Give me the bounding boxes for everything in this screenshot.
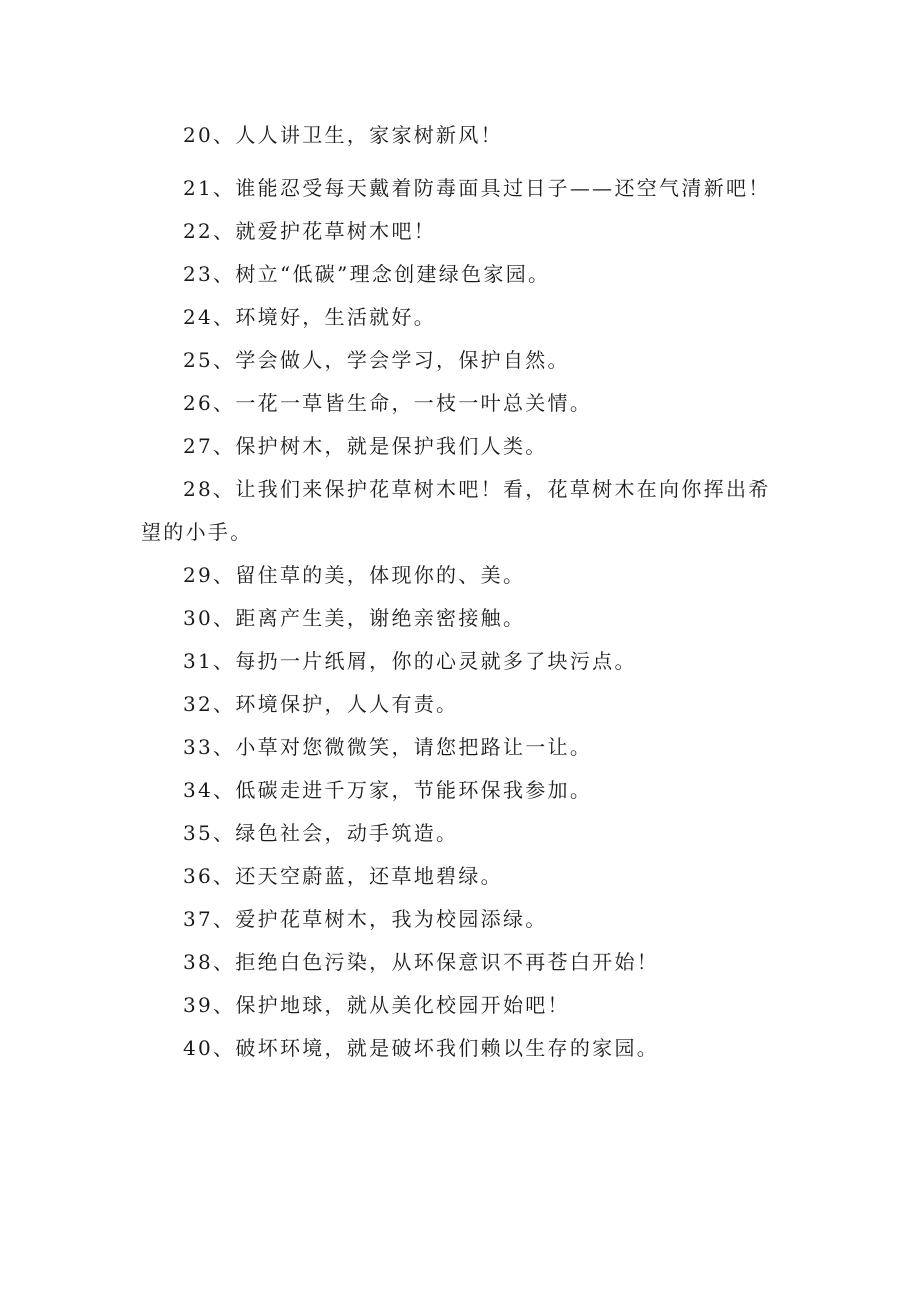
list-item: 34、低碳走进千万家，节能环保我参加。 xyxy=(183,778,593,802)
list-item: 27、保护树木，就是保护我们人类。 xyxy=(183,434,548,458)
list-item: 37、爱护花草树木，我为校园添绿。 xyxy=(183,907,548,931)
list-item: 35、绿色社会，动手筑造。 xyxy=(183,821,459,845)
slogan-list xyxy=(141,114,781,1070)
list-item: 24、环境好，生活就好。 xyxy=(183,305,437,329)
list-item: 33、小草对您微微笑，请您把路让一让。 xyxy=(183,735,593,759)
list-item: 31、每扔一片纸屑，你的心灵就多了块污点。 xyxy=(183,649,637,673)
list-item: 32、环境保护，人人有责。 xyxy=(183,692,459,716)
list-item: 26、一花一草皆生命，一枝一叶总关情。 xyxy=(183,391,593,415)
list-item: 29、留住草的美，体现你的、美。 xyxy=(183,563,526,587)
list-item: 23、树立“低碳”理念创建绿色家园。 xyxy=(183,262,551,286)
list-item: 21、谁能忍受每天戴着防毒面具过日子——还空气清新吧！ xyxy=(183,176,771,200)
list-item: 39、保护地球，就从美化校园开始吧！ xyxy=(183,993,570,1017)
list-item: 40、破坏环境，就是破坏我们赖以生存的家园。 xyxy=(183,1036,660,1060)
list-item: 30、距离产生美，谢绝亲密接触。 xyxy=(183,606,526,630)
list-item: 25、学会做人，学会学习，保护自然。 xyxy=(183,348,570,372)
list-item: 20、人人讲卫生，家家树新风！ xyxy=(183,123,503,147)
list-item: 36、还天空蔚蓝，还草地碧绿。 xyxy=(183,864,503,888)
list-item: 22、就爱护花草树木吧！ xyxy=(183,219,437,243)
list-item: 28、让我们来保护花草树木吧！看，花草树木在向你挥出希望的小手。 xyxy=(141,477,771,544)
list-item: 38、拒绝白色污染，从环保意识不再苍白开始！ xyxy=(183,950,660,974)
